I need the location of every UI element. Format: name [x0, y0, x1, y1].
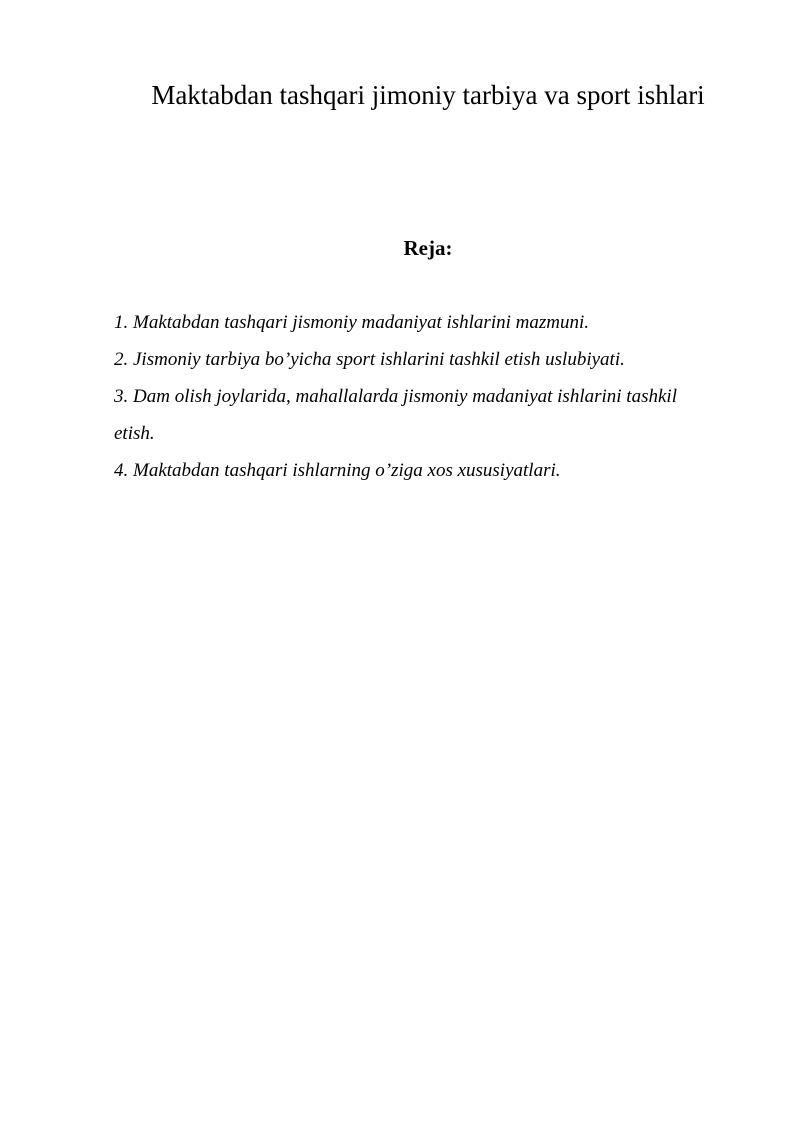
plan-heading: Reja: [403, 236, 453, 260]
plan-item-1: 1. Maktabdan tashqari jismoniy madaniyat ishlarini mazmuni. [114, 312, 589, 333]
plan-item-3: 3. Dam olish joylarida, mahallalarda jismoniy madaniyat ishlarini tashkil etish. [114, 386, 677, 444]
plan-item-4: 4. Maktabdan tashqari ishlarning o’ziga xos xususiyatlari. [114, 460, 561, 481]
plan-item-2: 2. Jismoniy tarbiya bo’yicha sport ishlarini tashkil etish uslubiyati. [114, 349, 625, 370]
plan-list [114, 304, 714, 489]
document-title: Maktabdan tashqari jimoniy tarbiya va sport ishlari [151, 80, 705, 110]
